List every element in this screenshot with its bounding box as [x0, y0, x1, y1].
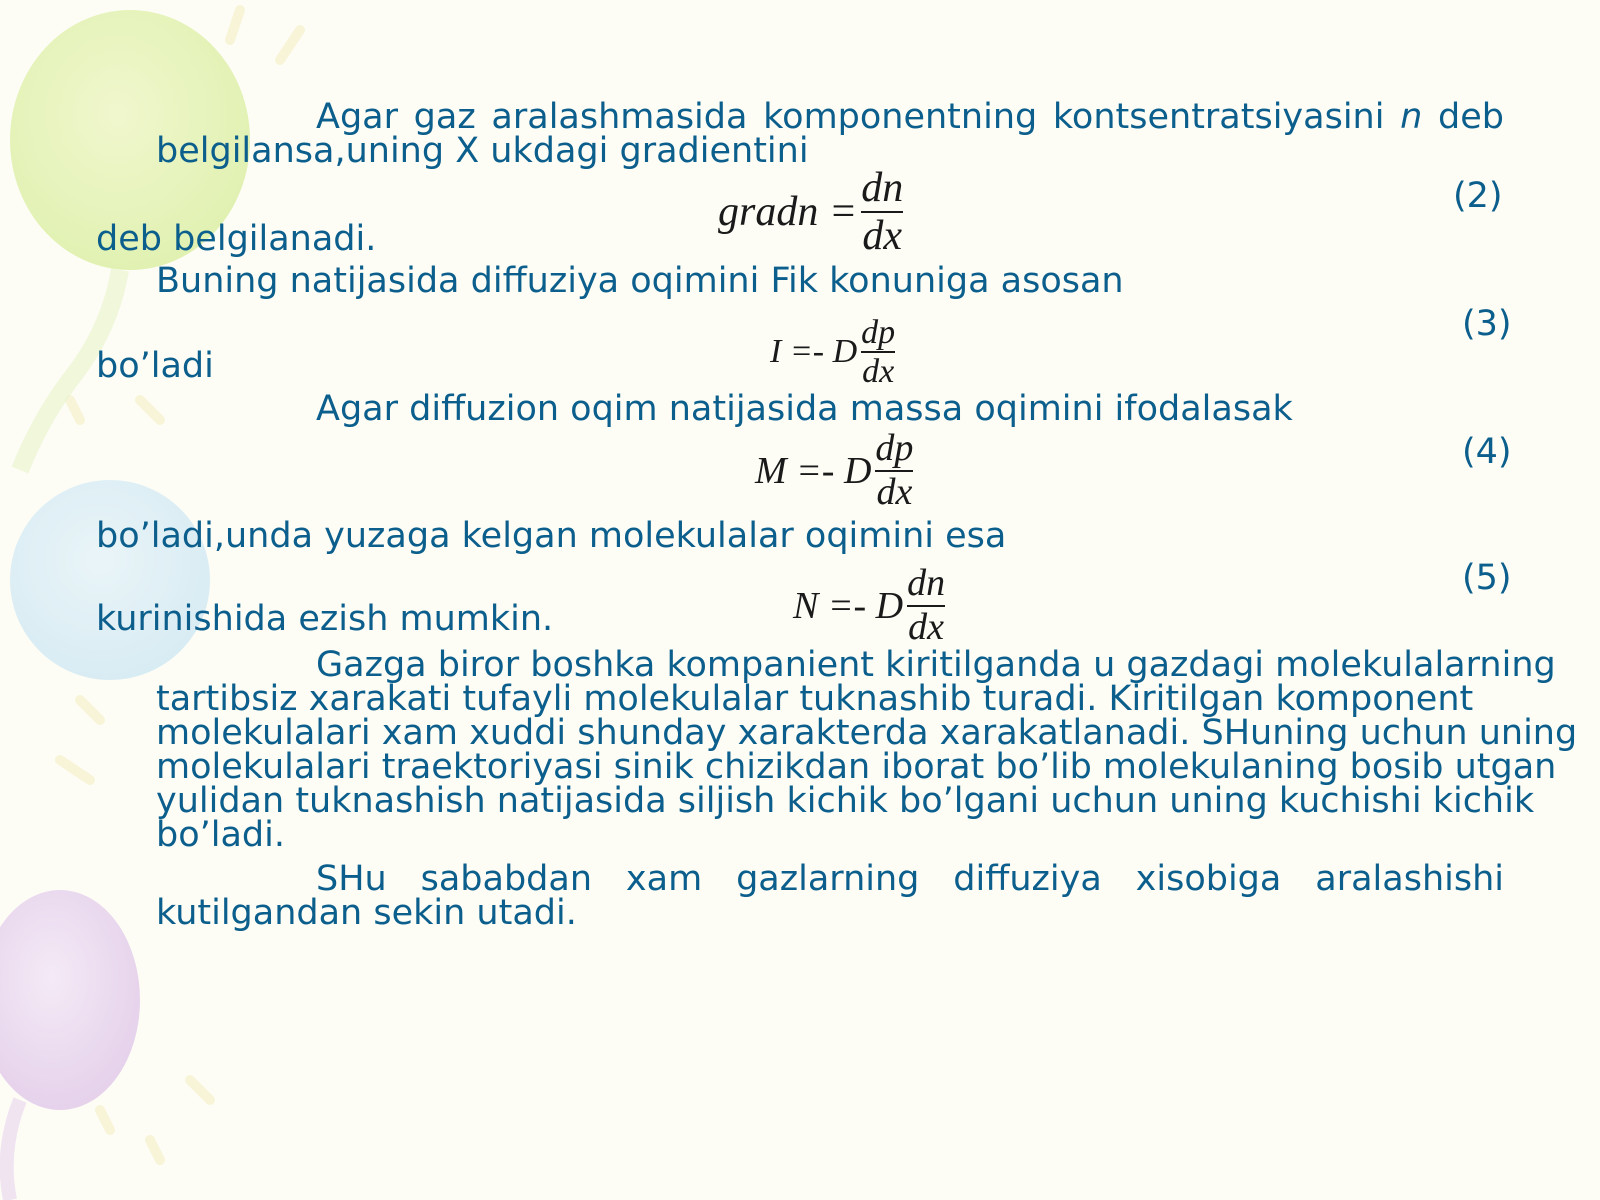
- text-run: deb: [1422, 97, 1504, 137]
- equation-2-lhs: gradn =: [718, 189, 858, 236]
- equation-4: [755, 428, 913, 514]
- equation-3-denominator: dx: [862, 353, 895, 391]
- equation-3: [770, 314, 895, 391]
- text-kurinishida: kurinishida ezish mumkin.: [96, 599, 554, 639]
- text-agar-diffuzion: Agar diffuzion oqim natijasida massa oqimini ifodalasak: [316, 389, 1293, 429]
- equation-3-number: (3): [1462, 304, 1512, 344]
- equation-2: [718, 165, 903, 259]
- equation-5-lhs: N =- D: [793, 584, 904, 627]
- equation-3-numerator: dp: [861, 314, 896, 351]
- equation-2-numerator: dn: [861, 165, 904, 211]
- equation-4-number: (4): [1462, 432, 1512, 472]
- equation-4-numerator: dp: [875, 427, 914, 469]
- equation-4-lhs: M =- D: [755, 449, 872, 492]
- paragraph-3-line-1: SHu sababdan xam gazlarning diffuziya xisobiga aralashishi: [316, 859, 1504, 899]
- equation-5-fraction: [907, 563, 945, 649]
- paragraph-3: [156, 859, 1504, 933]
- equation-2-denominator: dx: [862, 213, 903, 260]
- equation-5-number: (5): [1462, 558, 1512, 598]
- paragraph-2-line-4: molekulalari traektoriyasi sinik chizikdan iborat bo’lib molekulaning bosib utgan: [156, 747, 1557, 787]
- paragraph-3-line-2: kutilgandan sekin utadi.: [156, 893, 577, 933]
- equation-3-lhs: I =- D: [770, 333, 858, 371]
- equation-3-fraction: [861, 314, 895, 391]
- equation-4-fraction: [875, 428, 913, 514]
- paragraph-2: [156, 645, 1578, 855]
- paragraph-2-line-3: molekulalari xam xuddi shunday xarakterda xarakatlanadi. SHuning uchun uning: [156, 713, 1578, 753]
- equation-4-denominator: dx: [876, 470, 913, 513]
- text-buning: Buning natijasida diffuziya oqimini Fik konuniga asosan: [156, 261, 1124, 301]
- equation-2-fraction: [861, 165, 903, 259]
- equation-5-denominator: dx: [908, 605, 945, 648]
- variable-n: n: [1400, 97, 1423, 137]
- equation-5: [793, 563, 945, 649]
- text-run: Agar gaz aralashmasida komponentning kontsentratsiyasini: [316, 97, 1401, 137]
- paragraph-1-line-2: belgilansa,uning X ukdagi gradientini: [156, 131, 809, 171]
- text-boladi-unda: bo’ladi,unda yuzaga kelgan molekulalar oqimini esa: [96, 516, 1007, 556]
- equation-5-numerator: dn: [907, 562, 946, 604]
- paragraph-2-line-1: Gazga biror boshka kompanient kiritilganda u gazdagi molekulalarning: [316, 645, 1556, 685]
- paragraph-2-line-2: tartibsiz xarakati tufayli molekulalar tuknashib turadi. Kiritilgan komponent: [156, 679, 1474, 719]
- paragraph-2-line-5: yulidan tuknashish natijasida siljish kichik bo’lgani uchun uning kuchishi kichik: [156, 781, 1535, 821]
- equation-2-number: (2): [1453, 176, 1503, 216]
- text-deb-belgilanadi: deb belgilanadi.: [96, 219, 377, 259]
- paragraph-2-line-6: bo’ladi.: [156, 815, 285, 855]
- text-boladi-1: bo’ladi: [96, 346, 214, 386]
